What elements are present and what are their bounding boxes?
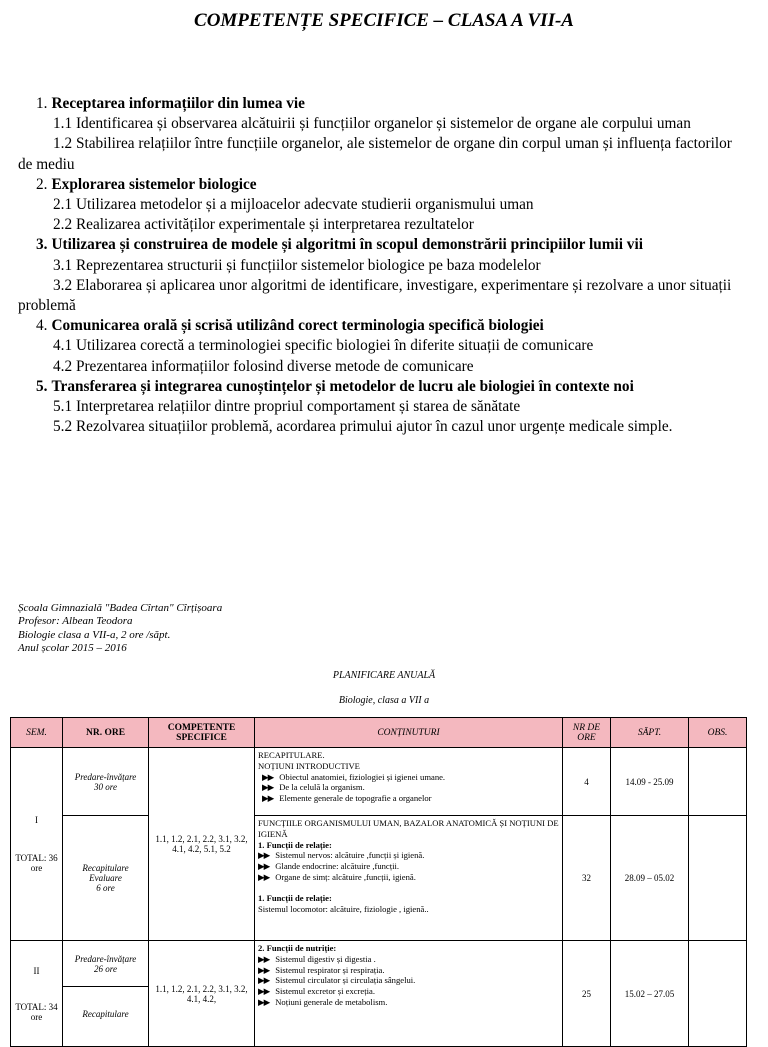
arrow-icon: ▶▶ — [258, 996, 270, 1007]
competences-cell: 1.1, 1.2, 2.1, 2.2, 3.1, 3.2, 4.1, 4.2, 5.1, 5.2 — [149, 748, 255, 941]
predare-hours: 30 ore — [94, 781, 117, 792]
recap-label: Recapitulare — [82, 1009, 129, 1019]
competence-number: 5. — [36, 377, 48, 395]
list-item: ▶▶ Obiectul anatomiei, fiziologiei și igienei umane. — [262, 771, 446, 782]
list-item: ▶▶ Sistemul nervos: alcătuire ,funcții și igienă. — [258, 850, 425, 861]
table-row — [11, 816, 747, 941]
competence-title: Transferarea și integrarea cunoștințelor și metodelor de lucru ale biologiei în contexte noi — [51, 377, 634, 395]
school-info — [18, 602, 222, 656]
obs-cell — [689, 941, 747, 1047]
content-cell — [255, 816, 563, 941]
recap-label: Recapitulare Evaluare — [82, 863, 129, 883]
sem-label: II — [33, 965, 40, 976]
competence-item: 1.2 Stabilirea relațiilor între funcțiile organelor, ale sistemelor de organe din corpul uman și influența factorilor de mediu — [18, 135, 732, 173]
arrow-icon: ▶▶ — [258, 850, 270, 861]
competence-item: 3.1 Reprezentarea structurii și funcțiilor sistemelor biologice pe baza modelelor — [53, 256, 541, 274]
teacher-name: Profesor: Albean Teodora — [18, 615, 133, 628]
content-cell — [255, 748, 563, 816]
plan-title: PLANIFICARE ANUALĂ — [332, 670, 436, 681]
content-subheading: 1. Funcții de relație: — [258, 839, 332, 850]
content-line: Sistemul locomotor: alcătuire, fiziologie , igienă.. — [258, 903, 429, 914]
hours-cell: 4 — [563, 748, 611, 816]
arrow-icon: ▶▶ — [258, 871, 270, 882]
competence-group-2 — [18, 175, 748, 195]
table-row — [11, 748, 747, 816]
weeks-cell: 28.09 – 05.02 — [611, 816, 689, 941]
predare-cell — [63, 941, 149, 987]
arrow-icon: ▶▶ — [262, 782, 274, 793]
school-name: Școala Gimnazială "Badea Cîrtan" Cîrțișoara — [18, 602, 223, 614]
competence-item: 4.1 Utilizarea corectă a terminologiei specific biologiei în diferite situații de comunicare — [53, 337, 594, 355]
list-item: ▶▶ Elemente generale de topografie a organelor — [262, 793, 432, 804]
content-heading: FUNCȚIILE ORGANISMULUI UMAN, BAZALOR ANATOMICĂ ȘI NOȚIUNI DE IGIENĂ — [258, 818, 559, 839]
list-item: ▶▶ Sistemul digestiv și digestia . — [258, 953, 376, 964]
competence-title: Utilizarea și construirea de modele și algoritmi în scopul demonstrării principiilor lumii vii — [51, 236, 643, 254]
recap-cell — [63, 816, 149, 941]
competence-item: 2.1 Utilizarea metodelor și a mijloacelor adecvate studierii organismului uman — [53, 196, 534, 214]
content-heading: RECAPITULARE. — [258, 750, 325, 760]
plan-subtitle: Biologie, clasa a VII a — [338, 695, 430, 706]
competence-item: 2.2 Realizarea activităților experimentale și interpretarea rezultatelor — [53, 216, 474, 234]
weeks-cell: 15.02 – 27.05 — [611, 941, 689, 1047]
sem-cell — [11, 748, 63, 941]
competence-number: 1. — [36, 95, 48, 112]
competence-item: 4.2 Prezentarea informațiilor folosind diverse metode de comunicare — [53, 357, 474, 375]
recap-hours: 6 ore — [96, 883, 115, 893]
sem-total: TOTAL: 36 ore — [15, 853, 58, 873]
list-item: ▶▶ Organe de simț: alcătuire ,funcții, igienă. — [258, 871, 416, 882]
predare-hours: 26 ore — [94, 963, 117, 974]
header-nr-ore: NR. ORE — [63, 718, 149, 748]
competence-group-3 — [18, 235, 748, 255]
competence-number: 4. — [36, 317, 48, 335]
predare-label: Predare-învățare — [74, 771, 137, 782]
competences-cell: 1.1, 1.2, 2.1, 2.2, 3.1, 3.2, 4.1, 4.2, — [149, 941, 255, 1047]
competence-title: Comunicarea orală și scrisă utilizând corect terminologia specifică biologiei — [51, 317, 544, 335]
header-obs: OBS. — [689, 718, 747, 748]
content-subheading: 2. Funcții de nutriție: — [258, 943, 337, 953]
competence-item: 1.1 Identificarea și observarea alcătuirii și funcțiilor organelor și sistemelor de organe ale corpului uman — [53, 115, 691, 133]
arrow-icon: ▶▶ — [258, 861, 270, 872]
competence-item: 5.1 Interpretarea relațiilor dintre propriul comportament și starea de sănătate — [53, 398, 521, 416]
list-item: ▶▶ Glande endocrine: alcătuire ,funcții. — [258, 861, 400, 872]
competence-group-1 — [18, 94, 748, 114]
content-cell — [255, 941, 563, 1047]
class-info: Biologie clasa a VII-a, 2 ore /săpt. — [18, 628, 171, 641]
list-item: ▶▶ Sistemul respirator și respirația. — [258, 964, 385, 975]
obs-cell — [689, 748, 747, 816]
list-item: ▶▶ Sistemul excretor și excreția. — [258, 986, 375, 997]
school-year: Anul școlar 2015 – 2016 — [18, 642, 127, 655]
sem-label: I — [35, 815, 38, 825]
header-competente: COMPETENTE SPECIFICE — [149, 718, 255, 748]
sem-total: TOTAL: 34 ore — [15, 1001, 58, 1022]
list-item: ▶▶ De la celulă la organism. — [262, 782, 365, 793]
list-item: ▶▶ Sistemul circulator și circulația sângelui. — [258, 975, 416, 986]
arrow-icon: ▶▶ — [258, 964, 270, 975]
predare-cell — [63, 748, 149, 816]
arrow-icon: ▶▶ — [262, 793, 274, 804]
weeks-cell: 14.09 - 25.09 — [611, 748, 689, 816]
arrow-icon: ▶▶ — [258, 953, 270, 964]
content-heading: NOȚIUNI INTRODUCTIVE — [258, 760, 360, 771]
table-header-row — [11, 718, 747, 748]
predare-label: Predare-învățare — [74, 953, 137, 964]
header-sapt: SĂPT. — [611, 718, 689, 748]
obs-cell — [689, 816, 747, 941]
header-nr-de-ore: NR DE ORE — [563, 718, 611, 748]
hours-cell: 25 — [563, 941, 611, 1047]
competence-title: Explorarea sistemelor biologice — [51, 175, 257, 193]
arrow-icon: ▶▶ — [262, 771, 274, 782]
competences-list — [18, 94, 748, 437]
competence-title: Receptarea informațiilor din lumea vie — [51, 95, 305, 112]
recap-cell — [63, 987, 149, 1047]
arrow-icon: ▶▶ — [258, 975, 270, 986]
hours-cell: 32 — [563, 816, 611, 941]
competence-item: 5.2 Rezolvarea situațiilor problemă, acordarea primului ajutor în cazul unor urgențe medicale simple. — [53, 418, 673, 436]
sem-cell — [11, 941, 63, 1047]
competence-group-5 — [18, 377, 748, 397]
competence-number: 2. — [36, 175, 48, 193]
content-subheading: 1. Funcții de relație: — [258, 892, 332, 903]
table-row — [11, 941, 747, 987]
competence-item: 3.2 Elaborarea și aplicarea unor algoritmi de identificare, investigare, experimentare și rezolvare a unor situații problemă — [18, 276, 732, 315]
arrow-icon: ▶▶ — [258, 986, 270, 997]
list-item: ▶▶ Noțiuni generale de metabolism. — [258, 996, 388, 1007]
header-sem: SEM. — [11, 718, 63, 748]
page-title: COMPETENȚE SPECIFICE – CLASA A VII-A — [194, 10, 574, 31]
competence-number: 3. — [36, 236, 48, 254]
header-continuturi: CONȚINUTURI — [255, 718, 563, 748]
annual-plan-table — [10, 717, 747, 1047]
competence-group-4 — [18, 316, 748, 336]
